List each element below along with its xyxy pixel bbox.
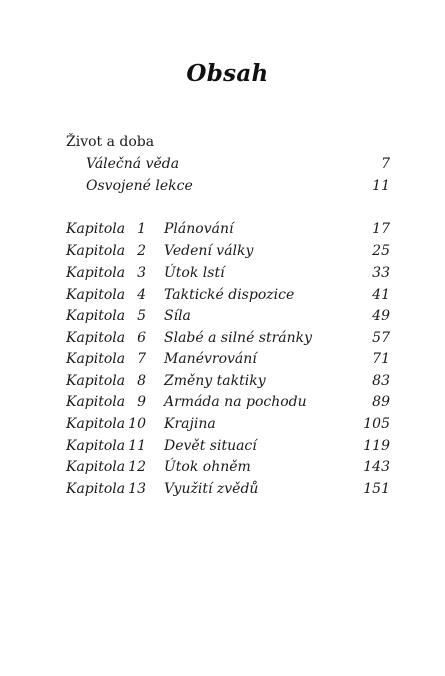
chapter-page: 25	[372, 243, 390, 259]
chapter-number: 3	[137, 265, 146, 281]
chapter-title: Změny taktiky	[164, 373, 266, 389]
chapter-title: Vedení války	[164, 243, 254, 259]
chapter-page: 57	[372, 330, 390, 346]
chapter-title: Útok lstí	[164, 265, 225, 281]
chapter-title: Krajina	[164, 416, 216, 432]
chapter-number: 2	[137, 243, 146, 259]
chapter-number: 11	[128, 438, 146, 454]
toc-entry-intro	[86, 177, 390, 195]
chapter-number: 9	[137, 394, 146, 410]
chapter-number: 8	[137, 373, 146, 389]
chapter-title: Síla	[164, 308, 191, 324]
chapter-page: 143	[363, 459, 390, 475]
chapter-title: Armáda na pochodu	[164, 394, 307, 410]
chapter-word: Kapitola	[66, 481, 126, 497]
toc-entry-chapter	[66, 458, 390, 476]
chapter-number: 1	[137, 221, 146, 237]
toc-entry-intro	[86, 155, 390, 173]
toc-entry-chapter	[66, 242, 390, 260]
toc-entry-chapter	[66, 415, 390, 433]
chapter-word: Kapitola	[66, 265, 126, 281]
toc-entry-chapter	[66, 286, 390, 304]
chapter-word: Kapitola	[66, 416, 126, 432]
chapter-word: Kapitola	[66, 330, 126, 346]
chapter-word: Kapitola	[66, 394, 126, 410]
chapter-page: 49	[372, 308, 390, 324]
chapter-number: 13	[128, 481, 146, 497]
toc-entry-label: Válečná věda	[86, 156, 180, 172]
intro-heading: Život a doba	[66, 134, 155, 150]
toc-entry-chapter	[66, 220, 390, 238]
chapter-page: 119	[363, 438, 390, 454]
chapter-word: Kapitola	[66, 459, 126, 475]
chapter-number: 4	[137, 287, 146, 303]
chapter-page: 33	[372, 265, 390, 281]
toc-entry-label: Osvojené lekce	[86, 178, 193, 194]
toc-entry-chapter	[66, 393, 390, 411]
chapter-title: Manévrování	[164, 351, 257, 367]
chapter-title: Devět situací	[164, 438, 257, 454]
chapter-word: Kapitola	[66, 221, 126, 237]
chapter-page: 83	[372, 373, 390, 389]
chapter-title: Taktické dispozice	[164, 287, 295, 303]
chapter-word: Kapitola	[66, 438, 126, 454]
toc-entry-chapter	[66, 264, 390, 282]
chapter-page: 71	[372, 351, 390, 367]
toc-entry-chapter	[66, 437, 390, 455]
toc-entry-page: 11	[372, 178, 390, 194]
chapter-page: 105	[363, 416, 390, 432]
chapter-number: 10	[128, 416, 146, 432]
toc-entry-chapter	[66, 372, 390, 390]
chapter-page: 41	[372, 287, 390, 303]
chapter-title: Útok ohněm	[164, 459, 251, 475]
toc-entry-chapter	[66, 350, 390, 368]
chapter-word: Kapitola	[66, 243, 126, 259]
chapter-title: Plánování	[164, 221, 234, 237]
chapter-title: Využití zvědů	[164, 481, 259, 497]
chapter-word: Kapitola	[66, 351, 126, 367]
chapter-word: Kapitola	[66, 373, 126, 389]
chapter-word: Kapitola	[66, 287, 126, 303]
chapter-number: 5	[137, 308, 146, 324]
chapter-number: 12	[128, 459, 146, 475]
toc-entry-page: 7	[381, 156, 390, 172]
toc-entry-chapter	[66, 329, 390, 347]
chapter-number: 7	[137, 351, 146, 367]
chapter-title: Slabé a silné stránky	[164, 330, 313, 346]
chapter-word: Kapitola	[66, 308, 126, 324]
chapter-page: 17	[372, 221, 390, 237]
chapter-page: 89	[372, 394, 390, 410]
toc-entry-chapter	[66, 307, 390, 325]
chapter-number: 6	[137, 330, 146, 346]
page-title: Obsah	[186, 60, 269, 87]
toc-entry-chapter	[66, 480, 390, 498]
chapter-page: 151	[363, 481, 390, 497]
